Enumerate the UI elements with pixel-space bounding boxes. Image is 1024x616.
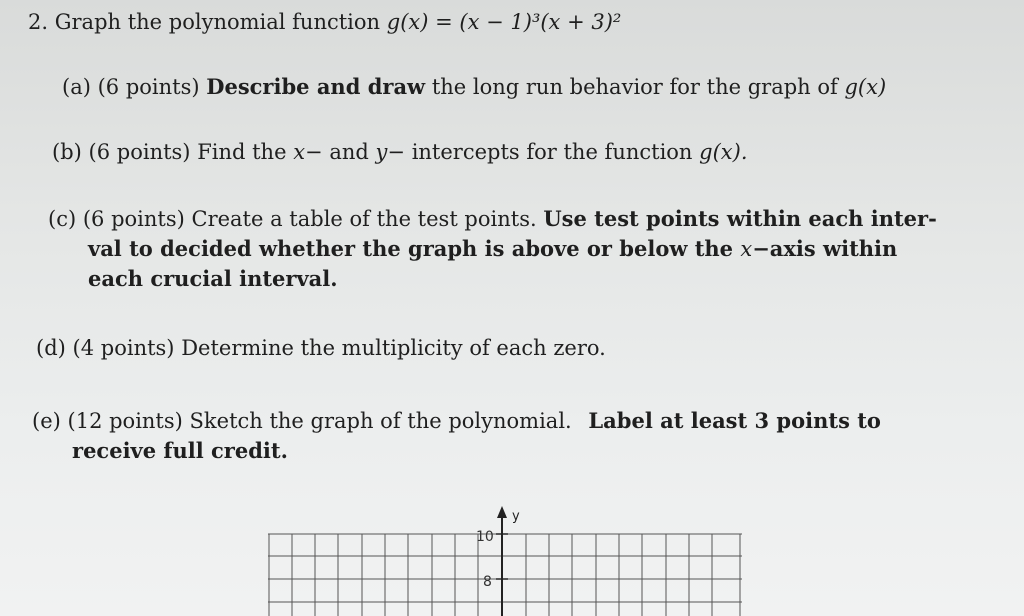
part-b-label: (b): [52, 140, 82, 164]
part-c-points: (6 points): [82, 207, 185, 231]
part-a-text: the long run behavior for the graph of: [431, 75, 838, 99]
part-d: [36, 336, 606, 360]
part-b-text1: Find the: [197, 140, 287, 164]
part-b-y: y−: [375, 140, 405, 164]
part-c-bold-2a: val to decided whether the graph is above or below the: [88, 236, 734, 261]
part-e-label: (e): [32, 409, 61, 433]
part-b: [52, 140, 748, 164]
part-d-label: (d): [36, 336, 66, 360]
part-b-points: (6 points): [88, 140, 191, 164]
function-rhs: (x − 1)³(x + 3)²: [459, 10, 622, 34]
part-e-text: Sketch the graph of the polynomial.: [189, 409, 572, 433]
problem-statement: [28, 10, 621, 34]
part-e-line-2: [72, 438, 288, 463]
part-c-line-3: [88, 266, 338, 291]
part-a-label: (a): [62, 75, 91, 99]
tick-label-10: 10: [476, 529, 494, 545]
part-b-and: and: [329, 140, 369, 164]
part-b-math: g(x).: [699, 140, 748, 164]
part-b-x: x−: [293, 140, 323, 164]
part-c-bold-3: each crucial interval.: [88, 266, 338, 291]
part-e-bold-1: Label at least 3 points to: [588, 408, 881, 433]
part-c-line-2: [88, 236, 897, 261]
graph-grid: [268, 504, 742, 616]
problem-text: Graph the polynomial function: [54, 10, 381, 34]
part-a: [62, 74, 886, 99]
grid-lines: [268, 534, 742, 616]
part-e-line-1: [32, 408, 881, 433]
graph-grid-svg: [268, 504, 742, 616]
part-a-bold: Describe and draw: [206, 74, 426, 99]
y-axis-arrow-icon: [497, 506, 507, 518]
part-c-x: x: [740, 237, 753, 261]
part-c-label: (c): [48, 207, 77, 231]
part-c-bold-2b: −axis within: [752, 236, 898, 261]
part-c-line-1: [48, 206, 937, 231]
part-c-bold-1: Use test points within each inter-: [543, 206, 937, 231]
part-a-points: (6 points): [97, 75, 200, 99]
y-axis-label: y: [512, 509, 520, 524]
part-e-points: (12 points): [67, 409, 183, 433]
problem-number: 2.: [28, 10, 49, 34]
tick-label-8: 8: [483, 574, 492, 590]
part-d-points: (4 points): [72, 336, 175, 360]
part-a-math: g(x): [844, 75, 887, 99]
part-d-text: Determine the multiplicity of each zero.: [181, 336, 606, 360]
function-lhs: g(x): [386, 10, 429, 34]
part-b-text2: intercepts for the function: [411, 140, 693, 164]
part-e-bold-2: receive full credit.: [72, 438, 288, 463]
equals-sign: =: [435, 10, 453, 34]
part-c-text: Create a table of the test points.: [191, 207, 537, 231]
